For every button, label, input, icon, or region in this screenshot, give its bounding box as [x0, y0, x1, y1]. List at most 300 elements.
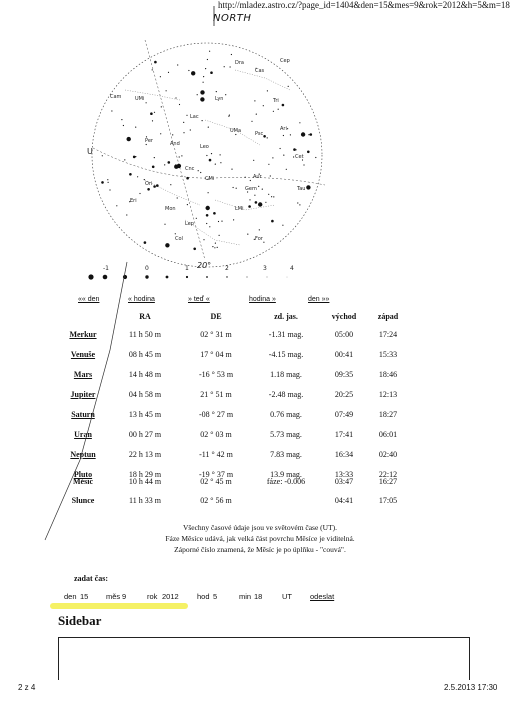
column-header-mag: zd. jas.	[274, 311, 298, 321]
star	[175, 233, 176, 234]
mag-cell	[250, 491, 322, 510]
star	[282, 225, 283, 226]
star	[286, 169, 287, 170]
star	[216, 91, 217, 92]
print-date: 2.5.2013 17:30	[444, 683, 498, 692]
column-header-de: DE	[210, 311, 222, 321]
minute-field[interactable]: 18	[254, 592, 263, 601]
star	[152, 69, 153, 70]
set-cell: 17:05	[378, 496, 398, 505]
constellation-label: Cep	[280, 58, 290, 64]
table-row	[58, 424, 410, 444]
star	[262, 189, 263, 190]
star	[210, 71, 213, 74]
star	[102, 155, 103, 156]
rise-cell: 05:00	[334, 329, 354, 339]
star	[203, 239, 204, 240]
star	[236, 188, 237, 189]
ra-cell: 14 h 48 m	[128, 369, 162, 379]
star	[203, 76, 204, 77]
star	[208, 127, 209, 128]
table-row	[58, 472, 410, 491]
star	[161, 106, 162, 107]
star	[303, 164, 304, 165]
constellation-label: Lac	[190, 114, 199, 120]
now-link[interactable]: » teď «	[188, 296, 210, 303]
magnitude-label: 1	[185, 265, 189, 272]
star	[172, 134, 173, 135]
magnitude-dot	[226, 276, 227, 277]
constellation-label: Ori	[145, 181, 153, 187]
constellation-label: Cas	[255, 68, 265, 74]
star	[221, 221, 222, 222]
table-row	[58, 404, 410, 424]
star	[215, 243, 216, 244]
set-cell: 18:46	[378, 369, 398, 379]
star	[135, 156, 136, 157]
star	[175, 97, 176, 98]
star	[209, 51, 210, 52]
de-cell: -19 ° 37 m	[198, 469, 234, 479]
star	[245, 177, 246, 178]
column-header	[58, 308, 108, 324]
hour-field[interactable]: 5	[213, 592, 218, 601]
de-cell: 21 ° 51 m	[200, 389, 232, 399]
star	[206, 155, 207, 156]
de-cell: 02 ° 56 m	[200, 496, 232, 505]
table-row	[58, 444, 410, 464]
star	[206, 214, 209, 217]
star	[255, 201, 258, 204]
ra-cell: 11 h 33 m	[129, 496, 161, 505]
constellation-label: Lep	[185, 221, 194, 227]
star	[268, 164, 269, 165]
mag-cell: -4.15 mag.	[268, 349, 304, 359]
star	[282, 104, 285, 107]
constellation-label: Cam	[110, 94, 122, 100]
star	[224, 66, 225, 67]
star	[290, 134, 291, 135]
star	[310, 133, 313, 136]
page-url: http://mladez.astro.cz/?page_id=1404&den=15&mes=9&rok=2012&h=5&m=18	[218, 0, 510, 10]
star	[168, 72, 169, 73]
magnitude-dot	[123, 275, 127, 279]
star	[253, 160, 254, 161]
constellation-label: Dra	[235, 60, 244, 66]
mag-cell: -2.48 mag.	[268, 389, 304, 399]
star	[124, 159, 125, 160]
de-cell: -08 ° 27 m	[198, 409, 234, 419]
star	[301, 132, 305, 136]
star	[283, 135, 284, 136]
table-row	[58, 491, 410, 510]
star	[249, 199, 250, 200]
sky-map	[85, 30, 330, 300]
star	[111, 110, 112, 111]
star	[220, 162, 221, 163]
constellation-label: Mon	[165, 206, 176, 212]
constellation-lines	[125, 70, 290, 245]
planet-link-neptun[interactable]: Neptun	[70, 449, 96, 459]
star	[278, 109, 279, 110]
constellation-label: Psc	[255, 131, 264, 137]
star	[270, 175, 271, 176]
star	[229, 115, 230, 116]
star	[101, 181, 104, 184]
rise-cell: 09:35	[334, 369, 354, 379]
set-cell: 22:12	[378, 469, 398, 479]
de-cell: -16 ° 53 m	[198, 369, 234, 379]
table-row	[58, 344, 410, 364]
star	[156, 184, 159, 187]
ra-cell: 11 h 50 m	[129, 329, 161, 339]
magnitude-dot	[145, 275, 148, 278]
ra-cell: 22 h 13 m	[128, 449, 162, 459]
star	[198, 170, 199, 171]
star	[258, 186, 259, 187]
set-cell: 16:27	[378, 477, 398, 486]
mag-cell: 7.83 mag.	[270, 449, 302, 459]
constellation-label: Tau	[297, 186, 306, 192]
star	[190, 129, 191, 130]
star	[150, 112, 153, 115]
year-field[interactable]: 2012	[162, 592, 179, 601]
ra-cell: 08 h 45 m	[128, 349, 162, 359]
month-field[interactable]: 9	[122, 592, 127, 601]
de-cell: 02 ° 03 m	[200, 429, 232, 439]
star	[273, 111, 274, 112]
star	[231, 169, 232, 170]
magnitude-label: -1	[103, 265, 109, 272]
star	[247, 234, 248, 235]
mag-cell: -1.31 mag.	[268, 329, 304, 339]
constellation-label: Col	[175, 236, 183, 242]
star	[280, 148, 281, 149]
star	[197, 94, 198, 95]
star	[193, 248, 196, 251]
star	[152, 166, 155, 169]
prev-day-link[interactable]: «« den	[78, 296, 100, 303]
month-label: měs	[106, 592, 121, 601]
ra-cell: 18 h 29 m	[128, 469, 162, 479]
magnitude-dot	[247, 277, 248, 278]
star	[179, 104, 180, 105]
column-header-ra: RA	[139, 311, 151, 321]
star	[258, 202, 262, 206]
star	[207, 59, 208, 60]
star	[168, 161, 171, 164]
star	[187, 204, 188, 205]
star	[248, 205, 251, 208]
star	[256, 114, 257, 115]
star	[200, 97, 204, 101]
star	[283, 155, 284, 156]
star	[296, 149, 297, 150]
star	[203, 82, 204, 83]
constellation-label: Cet	[295, 154, 304, 160]
star	[183, 122, 184, 123]
mag-cell: 13.9 mag.	[270, 469, 302, 479]
star	[127, 137, 131, 141]
ecliptic-line	[93, 40, 325, 260]
star	[177, 197, 178, 198]
star	[139, 193, 140, 194]
ra-cell: 04 h 58 m	[128, 389, 162, 399]
angle-label: 20°	[197, 261, 212, 270]
sun-label: Slunce	[71, 496, 95, 505]
rise-cell: 03:47	[334, 477, 354, 486]
star	[307, 151, 310, 154]
orientation-letters	[87, 147, 93, 156]
north-label: NORTH	[213, 13, 252, 24]
star	[200, 172, 201, 173]
column-header-set: západ	[377, 311, 399, 321]
star	[267, 90, 268, 91]
star	[233, 219, 234, 220]
star	[202, 120, 203, 121]
sidebar-title: Sidebar	[58, 613, 102, 628]
star	[177, 64, 178, 65]
moon-sun-table	[58, 472, 410, 510]
planet-table	[58, 308, 410, 484]
rise-cell: 07:49	[334, 409, 354, 419]
planet-link-uran[interactable]: Uran	[74, 429, 92, 439]
column-header-rise: východ	[331, 311, 357, 321]
star	[230, 66, 231, 67]
moon-label: Měsíc	[73, 477, 93, 486]
star	[196, 218, 197, 219]
rise-cell: 13:33	[334, 469, 354, 479]
star	[271, 196, 272, 197]
star	[164, 164, 165, 165]
note-line: Všechny časové údaje jsou ve světovém čase (UT).	[182, 523, 338, 532]
star	[287, 128, 288, 129]
star	[267, 137, 268, 138]
star	[254, 100, 255, 101]
constellation-label: Lyn	[215, 96, 224, 102]
star	[212, 246, 213, 247]
time-notes	[150, 522, 370, 555]
star	[231, 54, 232, 55]
star	[308, 134, 309, 135]
star	[154, 112, 155, 113]
magnitude-dot	[287, 277, 288, 278]
star	[181, 155, 182, 156]
next-hour-link[interactable]: hodina »	[249, 296, 276, 303]
star	[186, 177, 189, 180]
star	[135, 127, 136, 128]
next-day-link[interactable]: den »»	[308, 296, 330, 303]
planet-link-mars[interactable]: Mars	[73, 369, 93, 379]
de-cell: 02 ° 31 m	[200, 329, 232, 339]
constellation-label: Leo	[200, 144, 209, 150]
star	[297, 202, 298, 203]
star	[137, 176, 138, 177]
star	[220, 154, 221, 155]
magnitude-label: 0	[145, 265, 149, 272]
day-field[interactable]: 15	[80, 592, 89, 601]
star	[209, 226, 210, 227]
constellation-label: Aur	[253, 174, 262, 180]
constellation-label: Eri	[130, 198, 137, 204]
star	[164, 224, 165, 225]
star	[160, 76, 161, 77]
rise-cell: 17:41	[334, 429, 354, 439]
constellation-label: LMi	[235, 206, 244, 212]
mag-cell: 5.73 mag.	[270, 429, 302, 439]
star	[263, 105, 264, 106]
star	[263, 242, 264, 243]
star	[219, 235, 220, 236]
magnitude-dot	[88, 274, 93, 279]
star	[177, 164, 181, 168]
star	[273, 196, 274, 197]
star	[265, 202, 266, 203]
star	[218, 221, 219, 222]
star	[214, 213, 215, 214]
magnitude-dot	[267, 277, 268, 278]
constellation-label: For	[255, 236, 263, 242]
magnitude-label: 3	[263, 265, 267, 272]
star	[208, 192, 209, 193]
constellation-label: UMa	[230, 128, 242, 134]
star	[217, 247, 218, 248]
star	[107, 179, 108, 180]
constellation-label: And	[170, 141, 180, 147]
minute-label: min	[239, 592, 252, 601]
planet-link-jupiter[interactable]: Jupiter	[70, 389, 96, 399]
star	[205, 68, 206, 69]
set-cell: 17:24	[378, 329, 398, 339]
star	[215, 164, 216, 165]
ra-cell: 10 h 44 m	[128, 477, 162, 486]
star	[123, 125, 124, 126]
form-title: zadat čas:	[74, 574, 108, 583]
ra-cell: 00 h 27 m	[128, 429, 162, 439]
magnitude-scale	[88, 265, 294, 280]
star	[183, 132, 184, 133]
star	[146, 144, 147, 145]
star	[288, 86, 289, 87]
note-line: Fáze Měsíce udává, jak velká část povrchu Měsíce je viditelná.	[165, 534, 355, 543]
star	[299, 122, 300, 123]
de-cell: 02 ° 45 m	[200, 477, 232, 486]
star	[154, 157, 155, 158]
day-label: den	[64, 592, 77, 601]
star	[109, 189, 110, 190]
planet-link-pluto[interactable]: Pluto	[73, 469, 93, 479]
star	[254, 195, 255, 196]
star	[206, 206, 210, 210]
star	[179, 156, 180, 157]
star	[126, 214, 127, 215]
constellation-label: UMi	[135, 96, 145, 102]
ra-cell: 13 h 45 m	[128, 409, 162, 419]
rise-cell: 20:25	[334, 389, 354, 399]
de-cell: -11 ° 42 m	[199, 449, 233, 459]
set-cell: 02:40	[378, 449, 398, 459]
magnitude-dot	[186, 276, 188, 278]
star	[214, 247, 215, 248]
magnitude-dot	[103, 275, 108, 280]
planet-link-saturn[interactable]: Saturn	[71, 409, 95, 419]
hour-label: hod	[197, 592, 210, 601]
constellation-label: Tri	[273, 98, 279, 104]
star	[165, 243, 169, 247]
star	[271, 220, 274, 223]
rise-cell: 00:41	[334, 349, 354, 359]
constellation-label: Ari	[280, 126, 287, 132]
star	[147, 188, 150, 191]
highlighter-mark	[50, 603, 188, 609]
sidebar-box	[58, 637, 470, 680]
star	[228, 116, 229, 117]
star	[116, 205, 117, 206]
star	[152, 120, 153, 121]
page-number: 2 z 4	[18, 683, 36, 692]
star	[315, 157, 316, 158]
star	[160, 133, 161, 134]
star	[200, 90, 204, 94]
star	[306, 185, 310, 189]
constellation-label: CMi	[205, 176, 215, 182]
table-row	[58, 324, 410, 344]
note-line: Záporné číslo znamená, že Měsíc je po úplňku - "couvá".	[174, 545, 346, 554]
de-cell: 17 ° 04 m	[200, 349, 232, 359]
ut-label: UT	[282, 592, 292, 601]
star	[121, 119, 122, 120]
submit-button[interactable]: odeslat	[310, 592, 335, 601]
star	[191, 71, 195, 75]
table-header-row	[58, 308, 410, 324]
planet-link-venuse[interactable]: Venuše	[70, 349, 96, 359]
star	[211, 153, 212, 154]
rise-cell: 16:34	[334, 449, 354, 459]
star	[166, 90, 167, 91]
star	[299, 204, 300, 205]
set-cell: 12:13	[378, 389, 398, 399]
star	[144, 241, 147, 244]
star	[251, 121, 252, 122]
star	[206, 223, 207, 224]
stars	[101, 51, 316, 251]
star	[272, 157, 273, 158]
set-cell: 06:01	[378, 429, 398, 439]
set-cell: 15:33	[378, 349, 398, 359]
rise-cell: 04:41	[334, 496, 354, 505]
star	[133, 156, 134, 157]
star	[263, 135, 266, 138]
constellation-label: Per	[145, 138, 153, 144]
constellation-label: Cnc	[185, 166, 195, 172]
star	[259, 229, 260, 230]
magnitude-label: 4	[290, 265, 294, 272]
star	[225, 94, 226, 95]
year-label: rok	[147, 592, 158, 601]
mag-cell: 0.76 mag.	[270, 409, 302, 419]
star	[293, 148, 296, 151]
star	[170, 184, 171, 185]
star	[235, 134, 236, 135]
star	[108, 182, 109, 183]
prev-hour-link[interactable]: « hodina	[128, 296, 155, 303]
table-row	[58, 364, 410, 384]
planet-link-merkur[interactable]: Merkur	[69, 329, 97, 339]
star	[154, 61, 157, 64]
constellation-label: Gem	[245, 186, 257, 192]
west-letter: U	[87, 147, 93, 156]
star	[186, 115, 187, 116]
